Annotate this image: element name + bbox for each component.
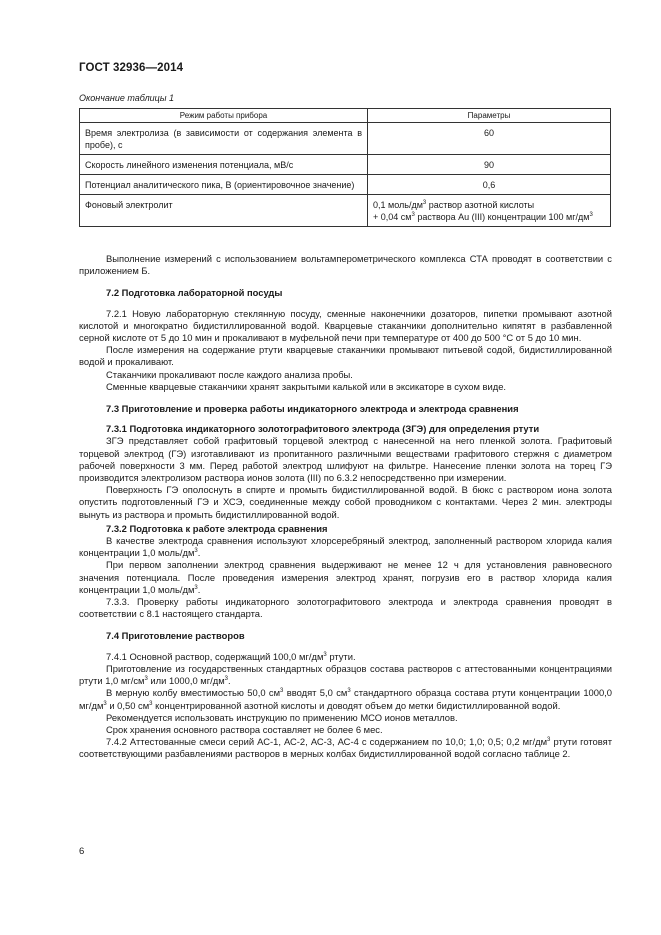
paragraph-7-3-1b: Поверхность ГЭ ополоснуть в спирте и промыть бидистиллированной водой. В бюкс с раствором иона золота опустить подготовленный ГЭ и ХСЭ, соединенные между собой проводником с контактами. Через 2 мин. электроды вынуть из раствора и промыть бидистиллированной водой. xyxy=(79,484,612,520)
paragraph-7-3-2a: В качестве электрода сравнения используют хлорсеребряный электрод, заполненный раствором хлорида калия концентрации 1,0 моль/$дм^3$. xyxy=(79,535,612,559)
table-caption: Окончание таблицы 1 xyxy=(79,93,174,103)
table-header-mode: Режим работы прибора xyxy=(80,109,368,123)
paragraph-7-3-1a: ЗГЭ представляет собой графитовый торцевой электрод с нанесенной на него пленкой золота. Графитовый торцевой электрод (ГЭ) изготавливают из пропитанного различными веществами графитового стержня с диаметром рабочей поверхности 3 мм. Перед работой электрод шлифуют на фильтре. Нанесение пленки золота на торец ГЭ производится электролизом раствора ионов золота (III) по 6.3.2 непосредственно при измерении. xyxy=(79,435,612,484)
page-number: 6 xyxy=(79,846,85,857)
paragraph-7-4-1d: Рекомендуется использовать инструкцию по применению МСО ионов металлов. xyxy=(106,711,458,723)
paragraph-7-2-2: После измерения на содержание ртути кварцевые стаканчики промывают питьевой содой, бидистиллированной водой и прокаливают. xyxy=(79,344,612,368)
table-cell-label: Потенциал аналитического пика, В (ориентировочное значение) xyxy=(80,175,368,195)
parameters-table xyxy=(79,108,611,227)
section-heading-7-4: 7.4 Приготовление растворов xyxy=(106,630,245,642)
table-cell-label: Время электролиза (в зависимости от содержания элемента в пробе), с xyxy=(80,123,368,155)
table-cell-value: 60 xyxy=(368,123,611,155)
section-heading-7-3: 7.3 Приготовление и проверка работы индикаторного электрода и электрода сравнения xyxy=(106,403,519,415)
document-header: ГОСТ 32936—2014 xyxy=(79,62,184,74)
table-cell-value-line-2: + 0,04 $см^3$ раствора Au (III) концентрации 100 $мг/дм^3$ xyxy=(373,212,593,222)
table-row xyxy=(80,195,611,227)
section-heading-7-2: 7.2 Подготовка лабораторной посуды xyxy=(106,287,283,299)
paragraph-7-4-1c: В мерную колбу вместимостью 50,0 $см^3$ вводят 5,0 $см^3$ стандартного образца состава ртути концентрации 1000,0 $мг/дм^3$ и 0,50 $см^3$ концентрированной азотной кислоты и доводят объем до метки бидистиллированной водой. xyxy=(79,687,612,711)
paragraph-7-4-2: 7.4.2 Аттестованные смеси серий АС-1, АС-2, АС-3, АС-4 с содержанием по 10,0; 1,0; 0,5; 0,2 $мг/дм^3$ ртути готовят соответствующими разбавлениями растворов в мерных колбах бидистиллированной водой согласно таблице 2. xyxy=(79,736,613,760)
section-heading-7-3-2: 7.3.2 Подготовка к работе электрода сравнения xyxy=(106,522,328,534)
paragraph-7-2-4: Сменные кварцевые стаканчики хранят закрытыми калькой или в эксикаторе в сухом виде. xyxy=(106,380,507,392)
table-row xyxy=(80,155,611,175)
paragraph-7-4-1b: Приготовление из государственных стандартных образцов состава растворов с аттестованными концентрациями ртути 1,0 $мг/см^3$ или 1000,0 $мг/дм^3$. xyxy=(79,662,612,687)
table-cell-value: 90 xyxy=(368,155,611,175)
table-cell-value xyxy=(368,195,611,227)
paragraph-7-3-2b: При первом заполнении электрод сравнения выдерживают не менее 12 ч для установления равновесного значения потенциала. После проведения измерения электрод хранят, погрузив его в раствор хлорида калия концентрации 1,0 моль/$дм^3$. xyxy=(79,559,612,595)
table-cell-value-line-1: 0,1 моль/$дм^3$ раствор азотной кислоты xyxy=(373,200,535,210)
table-cell-value: 0,6 xyxy=(368,175,611,195)
paragraph-7-3-3: 7.3.3. Проверку работы индикаторного золотографитового электрода и электрода сравнения проводят в соответствии с 8.1 настоящего стандарта. xyxy=(79,596,612,620)
table-row xyxy=(80,123,611,155)
table-header-row xyxy=(80,109,611,123)
paragraph-7-2-3: Стаканчики прокаливают после каждого анализа пробы. xyxy=(106,368,353,380)
paragraph-7-4-1: 7.4.1 Основной раствор, содержащий 100,0 $мг/дм^3$ ртути. xyxy=(106,650,356,662)
table-cell-label: Скорость линейного изменения потенциала, мВ/с xyxy=(80,155,368,175)
table-header-params: Параметры xyxy=(368,109,611,123)
section-heading-7-3-1: 7.3.1 Подготовка индикаторного золотографитового электрода (ЗГЭ) для определения ртути xyxy=(106,423,540,435)
paragraph-intro: Выполнение измерений с использованием вольтамперометрического комплекса СТА проводят в соответствии с приложением Б. xyxy=(79,253,612,277)
table-row xyxy=(80,175,611,195)
table-cell-label: Фоновый электролит xyxy=(80,195,368,227)
document-body xyxy=(79,253,612,761)
paragraph-7-4-1e: Срок хранения основного раствора составляет не более 6 мес. xyxy=(106,723,383,735)
paragraph-7-2-1: 7.2.1 Новую лабораторную стеклянную посуду, сменные наконечники дозаторов, пипетки промывают азотной кислотой и многократно бидистиллированной водой. Кварцевые стаканчики дополнительно кипятят в разбавленной серной кислоте от 5 до 10 мин и прокаливают в муфельной печи при температуре от 400 до 500 °С от 5 до 10 мин. xyxy=(79,307,612,344)
